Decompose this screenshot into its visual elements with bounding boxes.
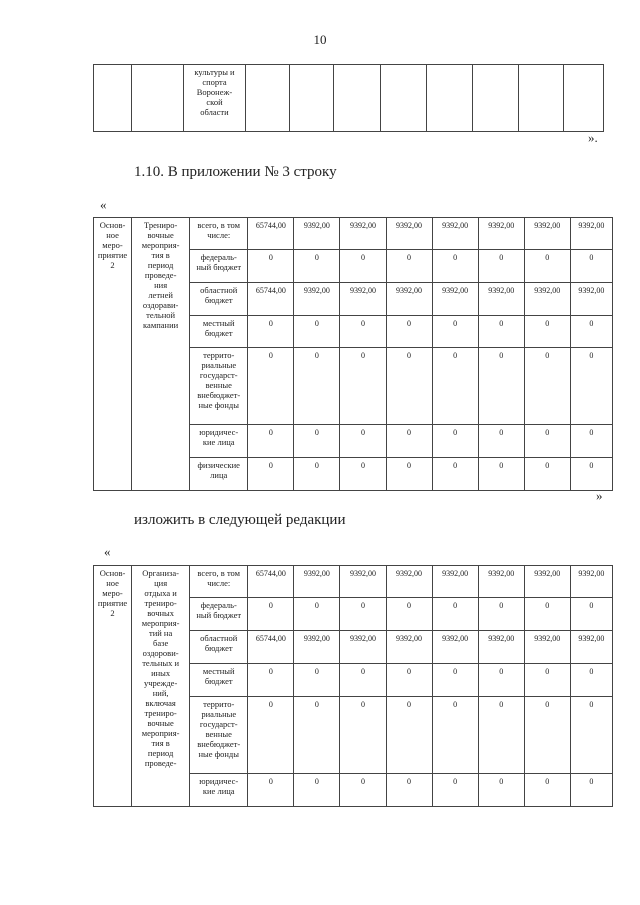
funding-source-cell: террито- риальные государст- венные внебюджет- ные фонды	[190, 348, 248, 425]
amount-cell: 9392,00	[478, 566, 524, 598]
funding-source-cell: всего, в том числе:	[190, 566, 248, 598]
amount-cell: 9392,00	[340, 566, 386, 598]
old-row-table	[93, 217, 613, 491]
amount-cell: 0	[570, 250, 612, 283]
amount-cell: 9392,00	[340, 218, 386, 250]
amount-cell: 0	[478, 348, 524, 425]
page-number: 10	[313, 32, 327, 47]
amount-cell: 9392,00	[432, 218, 478, 250]
amount-cell: 0	[524, 664, 570, 697]
amount-cell: 0	[248, 348, 294, 425]
amount-cell: 0	[524, 598, 570, 631]
amount-cell: 9392,00	[294, 218, 340, 250]
funding-source-cell: террито- риальные государст- венные внебюджет- ные фонды	[190, 697, 248, 774]
funding-source-cell: физические лица	[190, 458, 248, 491]
funding-source-cell: местный бюджет	[190, 664, 248, 697]
amount-cell: 0	[432, 598, 478, 631]
amount-cell: 0	[248, 425, 294, 458]
amount-cell: 0	[478, 598, 524, 631]
amount-cell: 9392,00	[386, 566, 432, 598]
amount-cell: 9392,00	[570, 283, 612, 316]
amount-cell: 0	[248, 664, 294, 697]
amount-cell: 0	[340, 348, 386, 425]
amount-cell: 0	[386, 348, 432, 425]
amount-cell: 9392,00	[340, 283, 386, 316]
amount-cell: 0	[524, 774, 570, 807]
measure-name-cell: Организа- ция отдыха и трениро- вочных мероприя- тий на базе оздорови- тельных и иных учрежде- ний, включая трениро- вочные мероприя- тия в период проведе-	[132, 566, 190, 807]
amount-cell: 65744,00	[248, 218, 294, 250]
amount-cell: 0	[432, 425, 478, 458]
amount-cell: 9392,00	[386, 631, 432, 664]
amount-cell: 65744,00	[248, 631, 294, 664]
amount-cell: 9392,00	[294, 631, 340, 664]
amount-cell: 0	[432, 316, 478, 348]
amount-cell: 9392,00	[386, 283, 432, 316]
top-continuation-table	[93, 64, 604, 132]
amount-cell: 0	[294, 664, 340, 697]
amount-cell: 9392,00	[570, 218, 612, 250]
funding-source-cell: местный бюджет	[190, 316, 248, 348]
amount-cell: 0	[340, 250, 386, 283]
amount-cell: 0	[432, 250, 478, 283]
funding-source-cell: областной бюджет	[190, 283, 248, 316]
amount-cell: 0	[570, 316, 612, 348]
amount-cell: 0	[294, 458, 340, 491]
amount-cell: 0	[340, 697, 386, 774]
funding-source-cell: областной бюджет	[190, 631, 248, 664]
amount-cell: 9392,00	[432, 283, 478, 316]
amount-cell: 0	[478, 425, 524, 458]
amount-cell: 0	[340, 598, 386, 631]
amount-cell: 9392,00	[570, 631, 612, 664]
amount-cell: 0	[570, 664, 612, 697]
amount-cell: 0	[478, 458, 524, 491]
amount-cell: 0	[248, 250, 294, 283]
amount-cell: 0	[386, 250, 432, 283]
amount-cell: 0	[432, 458, 478, 491]
amount-cell: 0	[524, 250, 570, 283]
funding-source-cell: всего, в том числе:	[190, 218, 248, 250]
amount-cell: 0	[478, 316, 524, 348]
amount-cell: 0	[340, 774, 386, 807]
amount-cell: 9392,00	[432, 566, 478, 598]
new-row-table	[93, 565, 613, 807]
amount-cell: 9392,00	[340, 631, 386, 664]
amount-cell: 9392,00	[478, 283, 524, 316]
table-row	[94, 566, 613, 598]
amount-cell: 0	[248, 774, 294, 807]
amount-cell: 0	[570, 598, 612, 631]
amount-cell: 9392,00	[524, 631, 570, 664]
amount-cell: 9392,00	[386, 218, 432, 250]
amount-cell: 0	[294, 425, 340, 458]
amount-cell: 0	[524, 458, 570, 491]
amount-cell: 0	[432, 664, 478, 697]
amount-cell: 9392,00	[570, 566, 612, 598]
amount-cell: 0	[570, 425, 612, 458]
table-row	[94, 218, 613, 250]
amount-cell: 0	[478, 774, 524, 807]
amount-cell: 0	[524, 316, 570, 348]
amount-cell: 9392,00	[524, 566, 570, 598]
funding-source-cell: юридичес- кие лица	[190, 425, 248, 458]
amount-cell: 0	[248, 316, 294, 348]
amount-cell: 0	[570, 697, 612, 774]
amount-cell: 0	[294, 250, 340, 283]
amount-cell: 0	[478, 664, 524, 697]
amount-cell: 0	[570, 774, 612, 807]
amount-cell: 0	[386, 774, 432, 807]
amount-cell: 0	[386, 598, 432, 631]
amount-cell: 0	[340, 458, 386, 491]
amount-cell: 9392,00	[524, 283, 570, 316]
amount-cell: 9392,00	[432, 631, 478, 664]
amount-cell: 0	[340, 425, 386, 458]
measure-id-cell: Основ- ное меро- приятие 2	[94, 566, 132, 807]
amount-cell: 0	[386, 458, 432, 491]
amount-cell: 0	[524, 697, 570, 774]
amount-cell: 0	[478, 250, 524, 283]
amount-cell: 0	[294, 774, 340, 807]
amount-cell: 0	[248, 697, 294, 774]
amount-cell: 0	[248, 598, 294, 631]
amount-cell: 65744,00	[248, 566, 294, 598]
amount-cell: 65744,00	[248, 283, 294, 316]
amount-cell: 0	[248, 458, 294, 491]
paragraph-edit: изложить в следующей редакции	[134, 512, 346, 528]
amount-cell: 9392,00	[294, 566, 340, 598]
measure-name-cell: Трениро- вочные мероприя- тия в период проведе- ния летней оздорави- тельной кампании	[132, 218, 190, 491]
amount-cell: 0	[386, 697, 432, 774]
amount-cell: 0	[340, 664, 386, 697]
amount-cell: 0	[478, 697, 524, 774]
row-label: культуры и спорта Воронеж- ской области	[184, 65, 246, 132]
amount-cell: 0	[524, 425, 570, 458]
amount-cell: 0	[432, 697, 478, 774]
amount-cell: 0	[570, 348, 612, 425]
amount-cell: 0	[386, 425, 432, 458]
amount-cell: 0	[340, 316, 386, 348]
amount-cell: 0	[386, 664, 432, 697]
paragraph-1-10: 1.10. В приложении № 3 строку	[134, 164, 337, 180]
close-quote: ».	[588, 130, 598, 145]
amount-cell: 9392,00	[478, 218, 524, 250]
amount-cell: 0	[294, 697, 340, 774]
amount-cell: 0	[432, 774, 478, 807]
amount-cell: 0	[570, 458, 612, 491]
funding-source-cell: федераль- ный бюджет	[190, 598, 248, 631]
amount-cell: 9392,00	[524, 218, 570, 250]
amount-cell: 0	[432, 348, 478, 425]
close-quote: »	[596, 488, 603, 503]
amount-cell: 9392,00	[478, 631, 524, 664]
open-quote: «	[100, 197, 107, 212]
amount-cell: 0	[294, 348, 340, 425]
amount-cell: 9392,00	[294, 283, 340, 316]
measure-id-cell: Основ- ное меро- приятие 2	[94, 218, 132, 491]
open-quote: «	[104, 544, 111, 559]
funding-source-cell: федераль- ный бюджет	[190, 250, 248, 283]
table-row	[94, 65, 604, 132]
amount-cell: 0	[524, 348, 570, 425]
amount-cell: 0	[386, 316, 432, 348]
amount-cell: 0	[294, 316, 340, 348]
funding-source-cell: юридичес- кие лица	[190, 774, 248, 807]
amount-cell: 0	[294, 598, 340, 631]
